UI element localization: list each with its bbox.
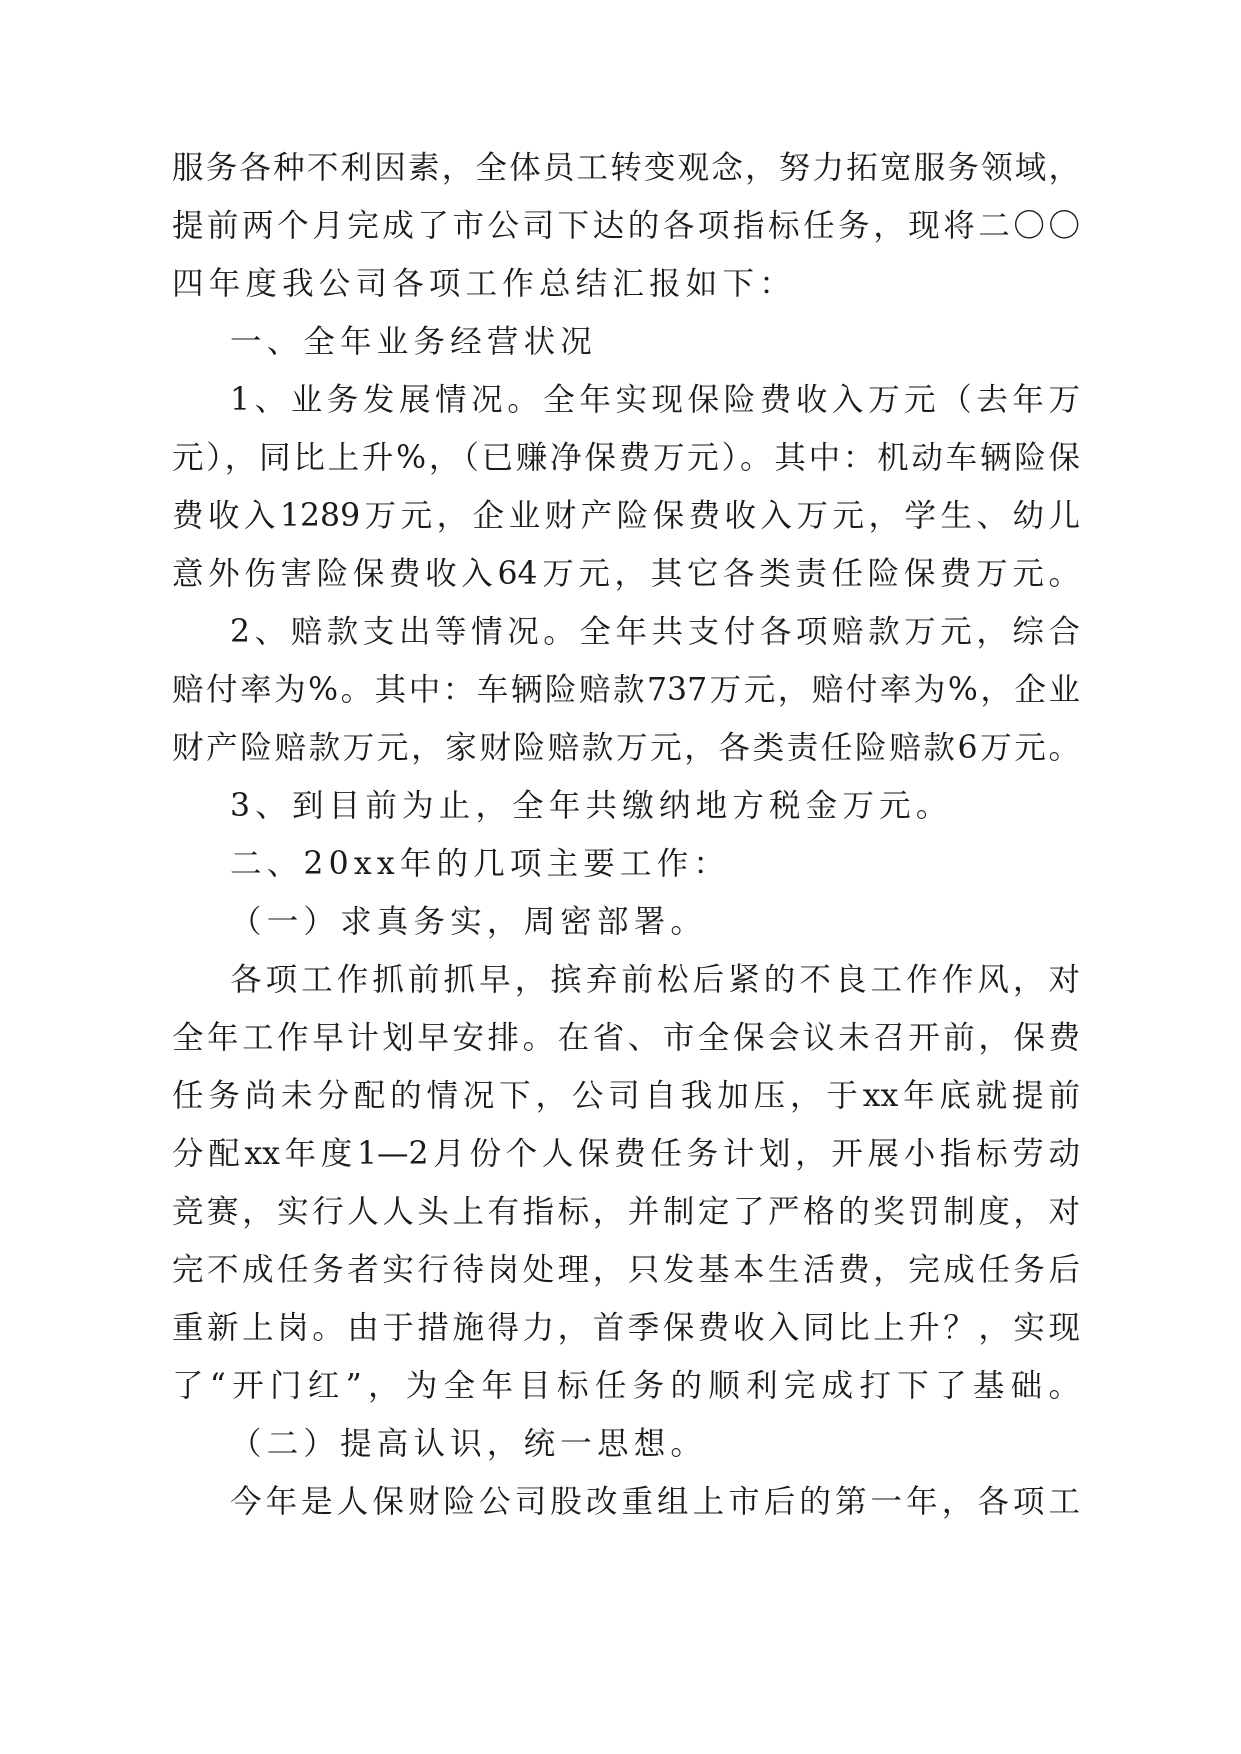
body-text-line: 2、赔款支出等情况。全年共支付各项赔款万元，综合 [230,614,1080,650]
section-heading: 一、全年业务经营状况 [230,324,598,360]
body-text-line: 分配xx年度1—2月份个人保费任务计划，开展小指标劳动 [172,1136,1080,1172]
body-text-line: 今年是人保财险公司股改重组上市后的第一年，各项工 [230,1484,1080,1520]
body-text-line: 元），同比上升%，（已赚净保费万元）。其中：机动车辆险保 [172,440,1080,476]
body-text-line: 提前两个月完成了市公司下达的各项指标任务，现将二〇〇 [172,208,1080,244]
body-text-line: 财产险赔款万元，家财险赔款万元，各类责任险赔款6万元。 [172,730,1080,766]
body-text-line: 各项工作抓前抓早，摈弃前松后紧的不良工作作风，对 [230,962,1080,998]
body-text-line: 服务各种不利因素，全体员工转变观念，努力拓宽服务领域， [172,150,1080,186]
subsection-heading: （二）提高认识，统一思想。 [230,1426,708,1462]
body-text-line: 了“开门红”，为全年目标任务的顺利完成打下了基础。 [172,1368,1080,1404]
body-text-line: 费收入1289万元，企业财产险保费收入万元，学生、幼儿 [172,498,1080,534]
body-text-line: 完不成任务者实行待岗处理，只发基本生活费，完成任务后 [172,1252,1080,1288]
body-text-line: 竞赛，实行人人头上有指标，并制定了严格的奖罚制度，对 [172,1194,1080,1230]
body-text-line: 3、到目前为止，全年共缴纳地方税金万元。 [230,788,953,824]
body-text-line: 重新上岗。由于措施得力，首季保费收入同比上升？，实现 [172,1310,1080,1346]
body-text-line: 1、业务发展情况。全年实现保险费收入万元（去年万 [230,382,1080,418]
body-text-line: 赔付率为%。其中：车辆险赔款737万元，赔付率为%，企业 [172,672,1080,708]
body-text-line: 四年度我公司各项工作总结汇报如下： [172,266,796,302]
body-text-line: 全年工作早计划早安排。在省、市全保会议未召开前，保费 [172,1020,1080,1056]
body-text-line: 意外伤害险保费收入64万元，其它各类责任险保费万元。 [172,556,1080,592]
subsection-heading: （一）求真务实，周密部署。 [230,904,708,940]
section-heading: 二、20xx年的几项主要工作： [230,846,731,882]
body-text-line: 任务尚未分配的情况下，公司自我加压，于xx年底就提前 [172,1078,1080,1114]
